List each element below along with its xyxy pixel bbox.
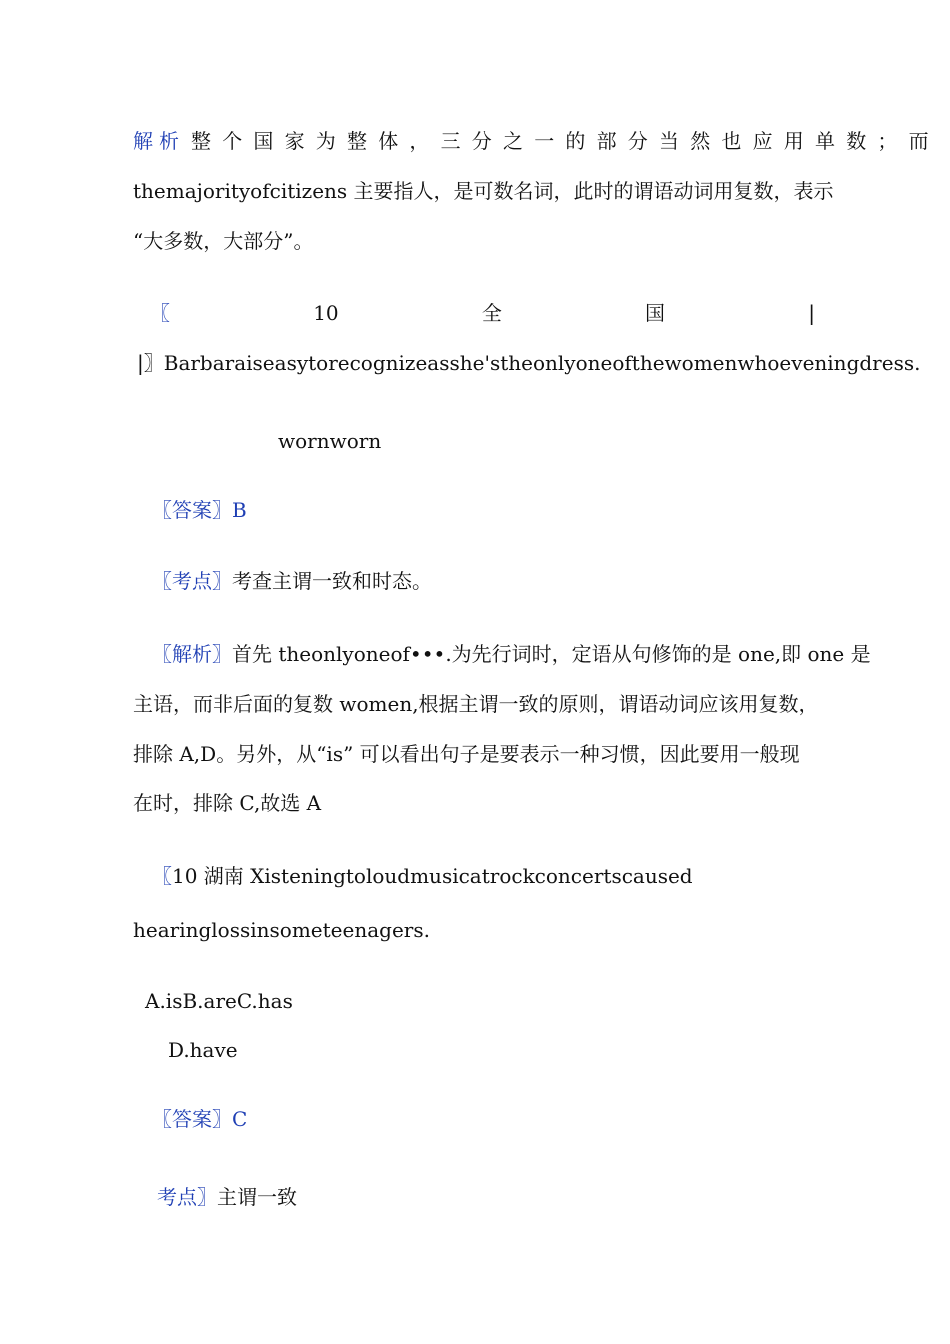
kaodian-text: 考查主谓一致和时态。	[232, 569, 432, 593]
question-1-sentence: Barbaraiseasytorecognizeasshe'stheonlyoneofthewomenwhoeveningdress.	[163, 351, 921, 375]
analysis-line-1	[133, 128, 940, 154]
answer-label: 〖答案〗	[152, 498, 232, 522]
answer-value: B	[232, 498, 247, 522]
region-char-1: 全	[481, 301, 502, 325]
kaodian-label-2: 考点〗	[157, 1185, 217, 1209]
question-1-kaodian	[152, 568, 432, 594]
jiexi-text-1: 首先 theonlyoneof•••.为先行词时，定语从句修饰的是 one,即 one 是	[232, 642, 871, 666]
question-1-prefix: |〗	[137, 351, 164, 375]
question-1-header	[150, 300, 815, 326]
question-1-text	[137, 350, 920, 376]
question-2-kaodian	[157, 1184, 297, 1210]
bracket-open: 〖	[150, 301, 170, 325]
analysis-text-1: 整个国家为整体，三分之一的部分当然也应用单数；而	[191, 129, 940, 153]
question-2-line-1	[152, 863, 693, 889]
separator: |	[808, 301, 815, 325]
question-2-text-1: 10 湖南 Xisteningtoloudmusicatrockconcertscaused	[172, 864, 693, 888]
answer-value-2: C	[232, 1107, 248, 1131]
question-2-answer	[152, 1106, 247, 1132]
analysis-line-3: “大多数，大部分”。	[133, 229, 314, 253]
question-1-jiexi-line-3: 排除 A,D。另外，从“is” 可以看出句子是要表示一种习惯，因此要用一般现	[133, 742, 800, 766]
region-char-2: 国	[645, 301, 666, 325]
question-1-options: wornworn	[278, 429, 382, 453]
analysis-line-2: themajorityofcitizens 主要指人，是可数名词，此时的谓语动词用复数，表示	[133, 179, 834, 203]
question-2-options-2: D.have	[168, 1038, 238, 1062]
jiexi-label: 〖解析〗	[152, 642, 232, 666]
question-1-jiexi-line-2: 主语，而非后面的复数 women,根据主谓一致的原则，谓语动词应该用复数，	[133, 692, 819, 716]
question-1-answer	[152, 497, 247, 523]
analysis-label: 解析	[133, 129, 185, 153]
question-1-jiexi-line-1	[152, 641, 871, 667]
year: 10	[313, 301, 339, 325]
question-2-bracket: 〖	[152, 864, 172, 888]
kaodian-text-2: 主谓一致	[217, 1185, 297, 1209]
question-1-jiexi-line-4: 在时，排除 C,故选 A	[133, 791, 322, 815]
kaodian-label: 〖考点〗	[152, 569, 232, 593]
question-2-options-1: A.isB.areC.has	[145, 989, 293, 1013]
question-2-line-2: hearinglossinsometeenagers.	[133, 918, 430, 942]
answer-label-2: 〖答案〗	[152, 1107, 232, 1131]
